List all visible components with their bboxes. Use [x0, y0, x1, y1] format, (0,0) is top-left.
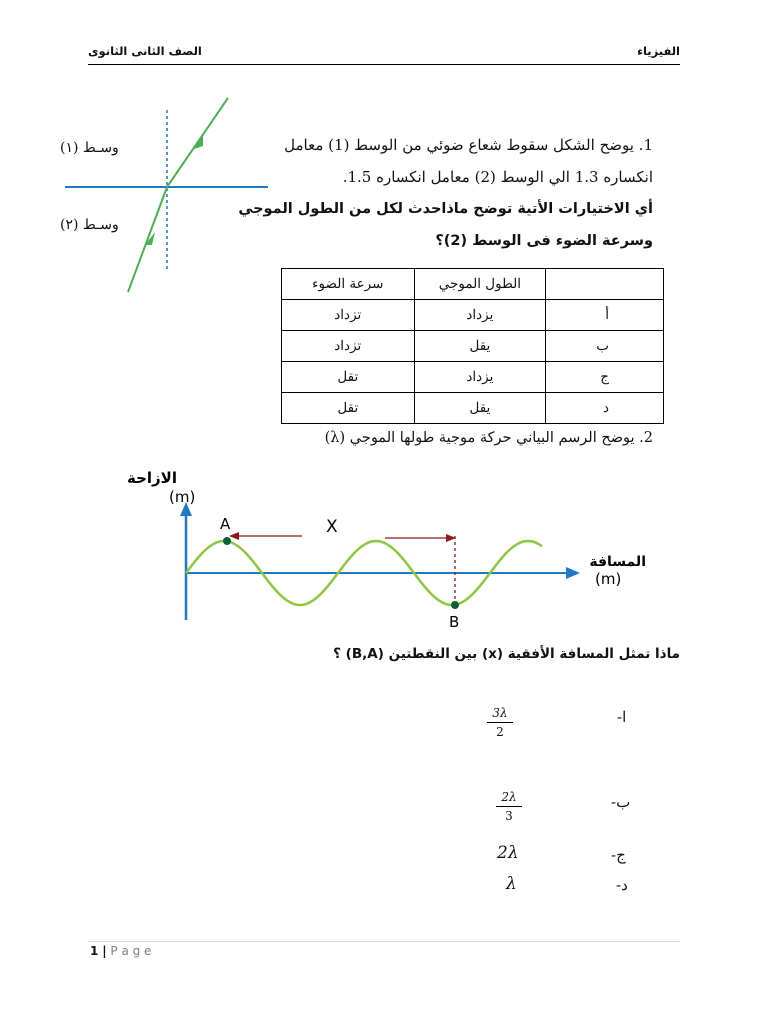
x-axis-arrowhead — [566, 567, 580, 579]
y-axis-label: الازاحة — [127, 469, 177, 487]
table-header-row — [282, 269, 664, 300]
fraction-bar — [496, 806, 522, 807]
fraction-bar — [487, 722, 513, 723]
page-footer — [90, 944, 151, 958]
header-divider — [88, 64, 680, 65]
x-axis-label: المسافة — [589, 554, 646, 570]
option-b-fraction — [496, 790, 522, 823]
option-c-value: 2λ — [497, 843, 519, 863]
table-cell: تزداد — [282, 300, 415, 331]
table-cell: يقل — [414, 393, 546, 424]
point-a-dot — [223, 537, 231, 545]
table-cell: تقل — [282, 393, 415, 424]
point-a-label: A — [220, 515, 231, 533]
table-row — [282, 362, 664, 393]
footer-separator: | — [102, 944, 107, 958]
q1-line2: انكساره 1.3 الي الوسط (2) معامل انكساره 1.5. — [342, 168, 653, 186]
medium2-label: وسـط (٢) — [60, 217, 119, 233]
table-header-cell: الطول الموجي — [414, 269, 546, 300]
table-row — [282, 393, 664, 424]
option-d-value: λ — [506, 874, 517, 894]
distance-label: X — [326, 517, 338, 537]
table-cell: د — [546, 393, 664, 424]
medium1-label: وسـط (١) — [60, 140, 119, 156]
wave-graph — [127, 462, 660, 637]
q1-line4: وسرعة الضوء فى الوسط (2)؟ — [435, 233, 653, 249]
answer-table — [281, 268, 664, 424]
grade-title: الصف الثانى الثانوى — [88, 44, 202, 58]
subject-title: الفيزياء — [637, 44, 680, 58]
option-a-denominator: 2 — [496, 725, 504, 739]
option-a-label: ا- — [617, 708, 627, 726]
option-b-label: ب- — [611, 793, 631, 811]
table-cell: يقل — [414, 331, 546, 362]
q2-question: ماذا تمثل المسافة الأفقية (x) بين النقطتين (B,A) ؟ — [333, 646, 680, 662]
point-b-label: B — [449, 613, 460, 631]
table-cell: ج — [546, 362, 664, 393]
refracted-ray — [128, 187, 167, 292]
table-cell: يزداد — [414, 362, 546, 393]
table-header-cell — [546, 269, 664, 300]
option-a-fraction — [487, 706, 513, 739]
option-b-numerator: 2λ — [501, 790, 517, 804]
table-header-cell: سرعة الضوء — [282, 269, 415, 300]
option-d-label: د- — [616, 876, 628, 894]
table-cell: تزداد — [282, 331, 415, 362]
table-cell: أ — [546, 300, 664, 331]
page-word: P a g e — [110, 944, 152, 958]
refraction-diagram — [55, 90, 275, 300]
q2-intro: 2. يوضح الرسم البياني حركة موجية طولها الموجي (λ) — [324, 430, 653, 446]
option-a-numerator: 3λ — [492, 706, 508, 720]
incident-ray — [167, 98, 228, 187]
table-cell: ب — [546, 331, 664, 362]
option-c-label: ج- — [611, 846, 626, 864]
arrow-left-head — [229, 532, 239, 540]
table-cell: يزداد — [414, 300, 546, 331]
x-axis-unit: (m) — [595, 570, 622, 588]
y-axis-unit: (m) — [169, 488, 196, 506]
point-b-dot — [451, 601, 459, 609]
table-row — [282, 300, 664, 331]
option-b-denominator: 3 — [505, 809, 513, 823]
table-row — [282, 331, 664, 362]
q1-line3: أي الاختيارات الأتية توضح ماذاحدث لكل من الطول الموجي — [238, 201, 653, 217]
q1-line1: 1. يوضح الشكل سقوط شعاع ضوئي من الوسط (1) معامل — [284, 136, 653, 154]
footer-divider — [88, 941, 680, 942]
page-number: 1 — [90, 944, 99, 958]
table-cell: تقل — [282, 362, 415, 393]
